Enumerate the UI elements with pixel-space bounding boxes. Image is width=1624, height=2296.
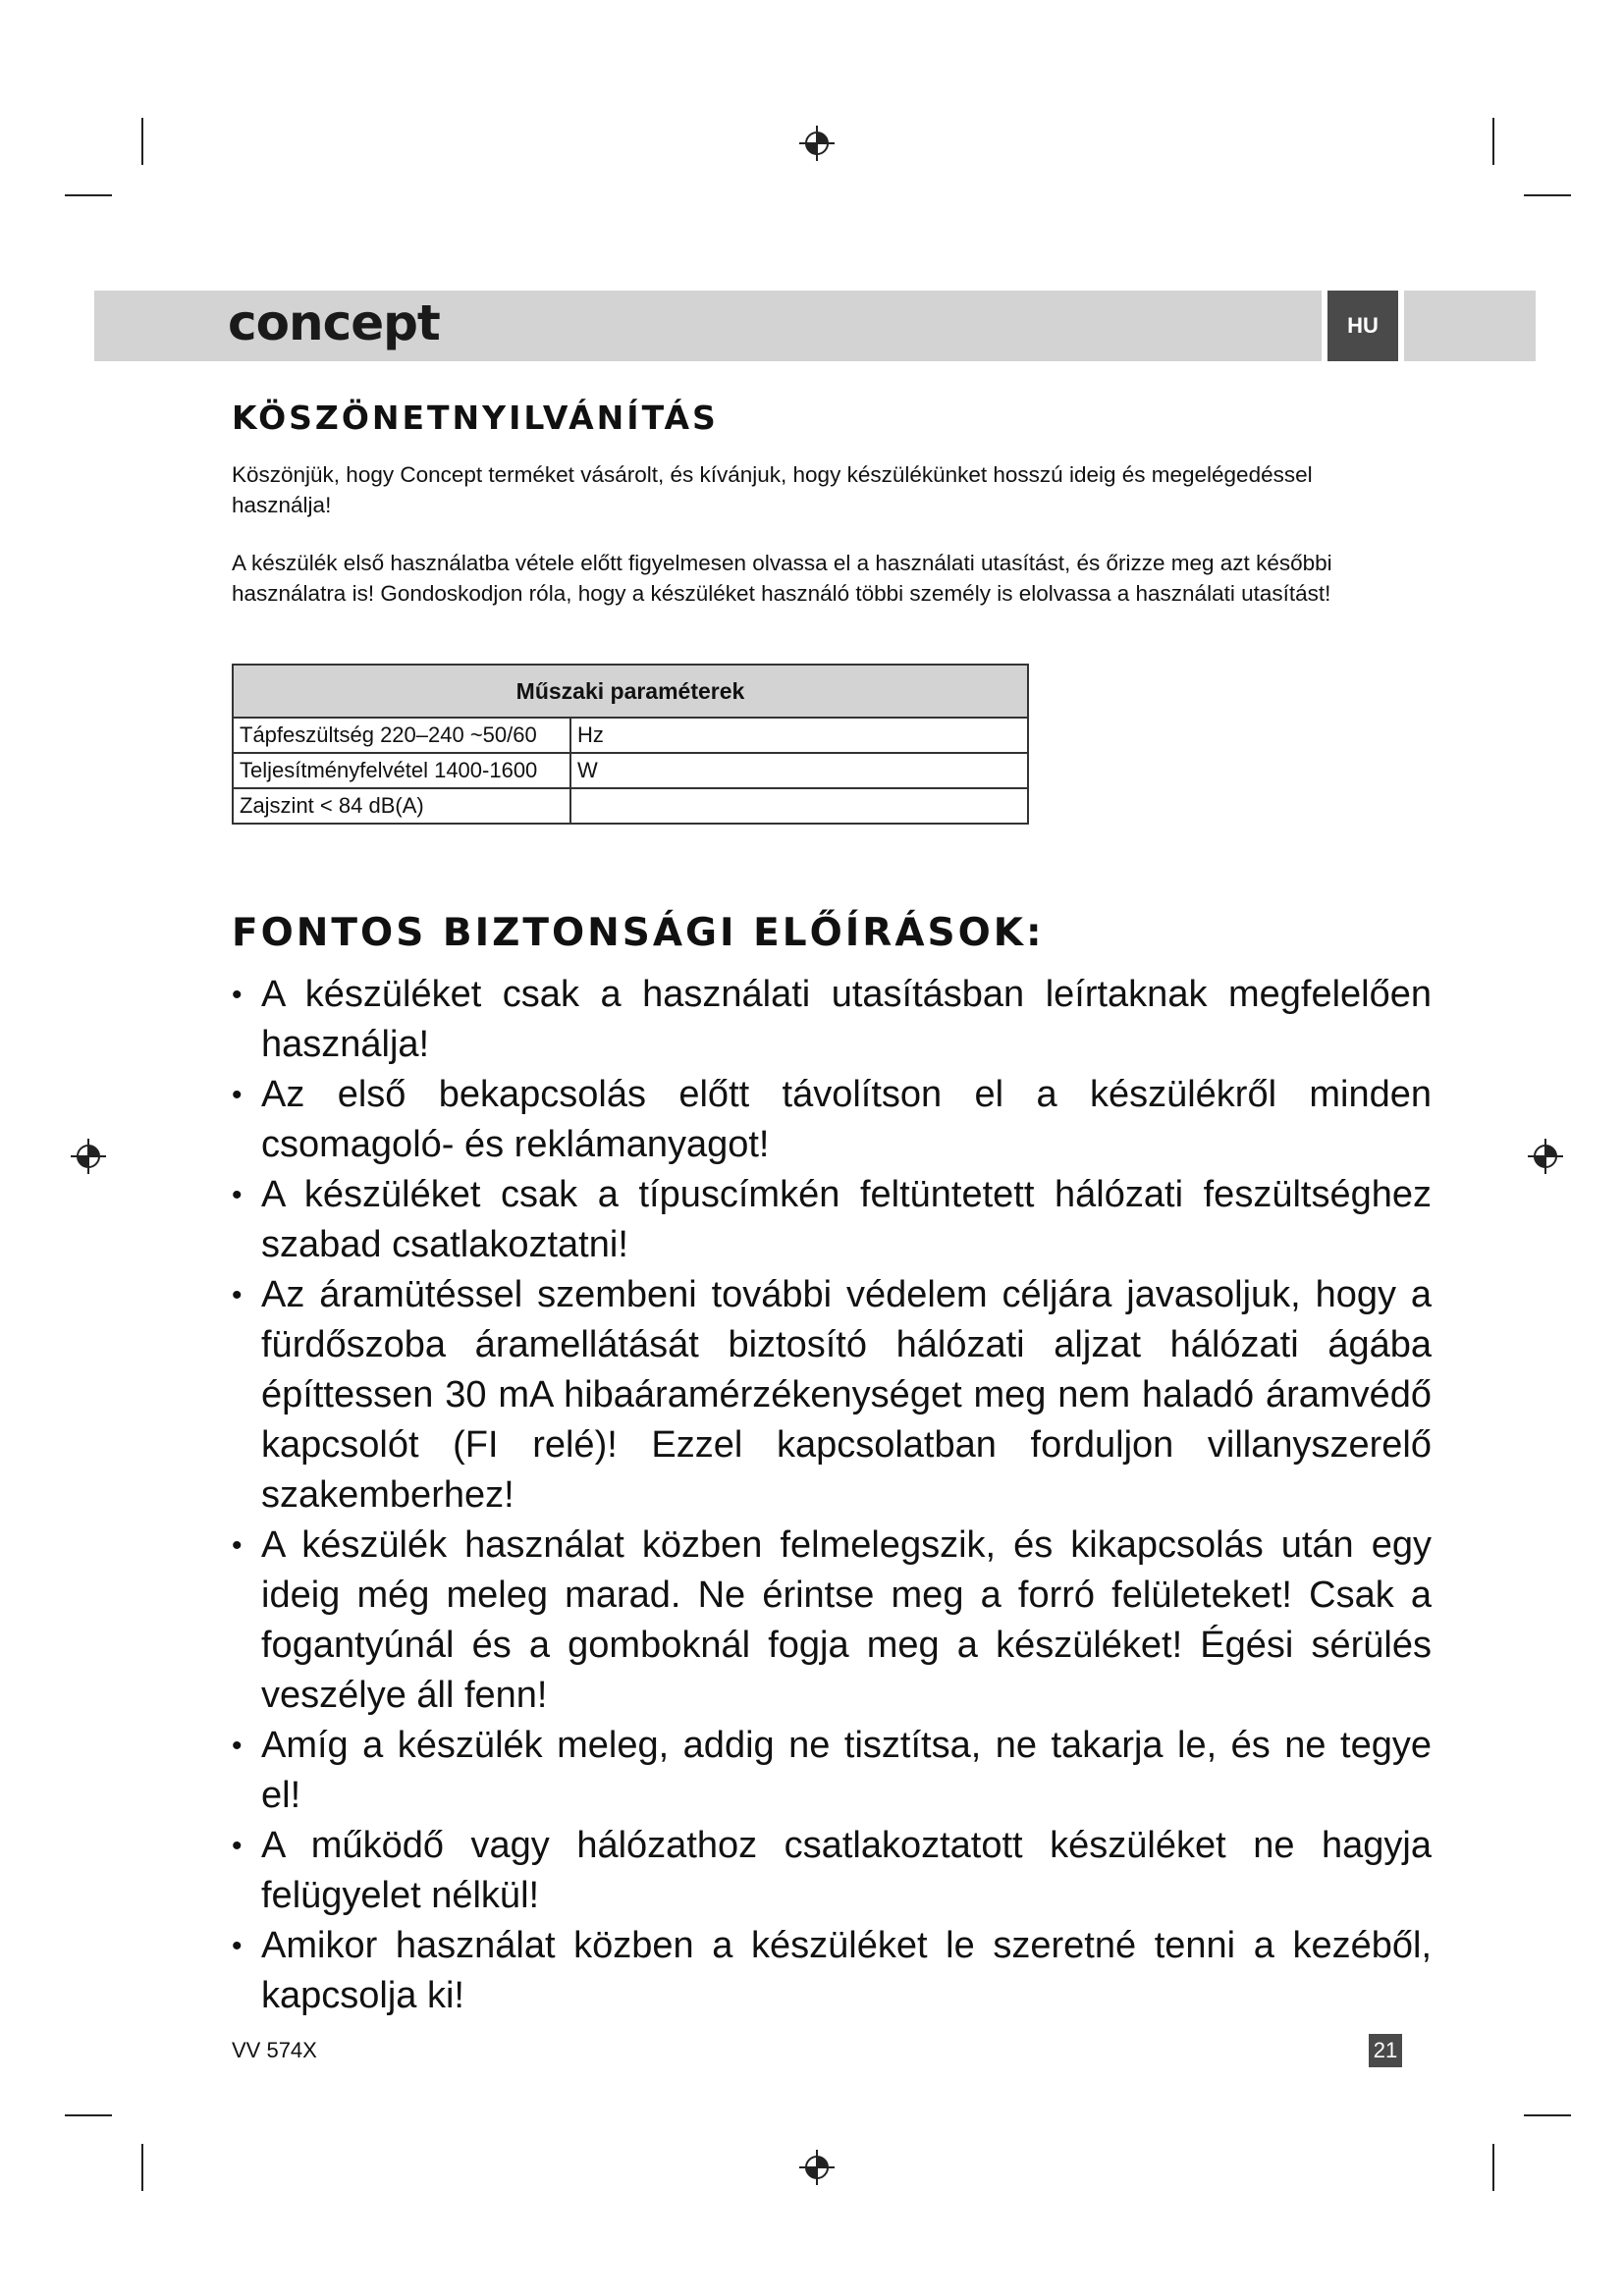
table-row: [233, 718, 1028, 753]
language-badge: HU: [1322, 291, 1404, 361]
crop-mark: [1524, 194, 1571, 196]
list-item: • Az áramütéssel szembeni további védelem céljára javasoljuk, hogy a fürdőszoba áramellátását biztosító hálózati aljzat hálózati ágába építtessen 30 mA hibaáramérzékenységet meg nem haladó áramvédő kapcsolót (FI relé)! Ezzel kapcsolatban forduljon villanyszerelő szakemberhez!: [232, 1270, 1432, 1521]
spec-value: W: [570, 753, 1028, 788]
intro-paragraph: A készülék első használatba vétele előtt figyelmesen olvassa el a használati utasítást, és őrizze meg azt későbbi használatra is! Gondoskodjon róla, hogy a készüléket használó többi személy is elolvassa a használati utasítást!: [232, 551, 1332, 606]
registration-mark-icon: [69, 1137, 108, 1176]
header-bar: [94, 291, 1536, 361]
crop-mark: [65, 2114, 112, 2116]
model-number: VV 574X: [232, 2038, 317, 2062]
list-item: • Az első bekapcsolás előtt távolítson el a készülékről minden csomagoló- és reklámanyagot!: [232, 1070, 1432, 1170]
spec-table: [232, 664, 1029, 825]
list-item: • A készüléket csak a használati utasításban leírtaknak megfelelően használja!: [232, 970, 1432, 1070]
spec-label: Zajszint < 84 dB(A): [233, 788, 570, 824]
crop-mark: [1524, 2114, 1571, 2116]
registration-mark-icon: [797, 2148, 837, 2187]
crop-mark: [65, 194, 112, 196]
spec-value: Hz: [570, 718, 1028, 753]
spec-table-title: Műszaki paraméterek: [233, 665, 1028, 718]
crop-mark: [141, 2144, 143, 2191]
spec-label: Teljesítményfelvétel 1400-1600: [233, 753, 570, 788]
safety-list: [232, 970, 1432, 2021]
brand-logo: concept: [228, 294, 440, 351]
registration-mark-icon: [797, 124, 837, 163]
table-row: [233, 788, 1028, 824]
list-item: • A készüléket csak a típuscímkén feltüntetett hálózati feszültséghez szabad csatlakoztatni!: [232, 1170, 1432, 1270]
list-item: • Amikor használat közben a készüléket le szeretné tenni a kezéből, kapcsolja ki!: [232, 1921, 1432, 2021]
list-item: • Amíg a készülék meleg, addig ne tisztítsa, ne takarja le, és ne tegye el!: [232, 1721, 1432, 1821]
table-row: [233, 753, 1028, 788]
section-title-safety: FONTOS BIZTONSÁGI ELŐÍRÁSOK:: [232, 911, 1045, 955]
spec-value: [570, 788, 1028, 824]
crop-mark: [1492, 118, 1494, 165]
list-item: • A működő vagy hálózathoz csatlakoztatott készüléket ne hagyja felügyelet nélkül!: [232, 1821, 1432, 1921]
page-number: 21: [1369, 2034, 1402, 2067]
section-title-thanks: KÖSZÖNETNYILVÁNÍTÁS: [232, 399, 719, 437]
list-item: • A készülék használat közben felmelegszik, és kikapcsolás után egy ideig még meleg marad. Ne érintse meg a forró felületeket! Csak a fogantyúnál és a gomboknál fogja meg a készüléket! Égési sérülés veszélye áll fenn!: [232, 1521, 1432, 1721]
intro-paragraph: Köszönjük, hogy Concept terméket vásárolt, és kívánjuk, hogy készülékünket hosszú ideig és megelégedéssel használja!: [232, 462, 1313, 517]
crop-mark: [1492, 2144, 1494, 2191]
spec-label: Tápfeszültség 220–240 ~50/60: [233, 718, 570, 753]
crop-mark: [141, 118, 143, 165]
spec-table-header-row: [233, 665, 1028, 718]
registration-mark-icon: [1526, 1137, 1565, 1176]
